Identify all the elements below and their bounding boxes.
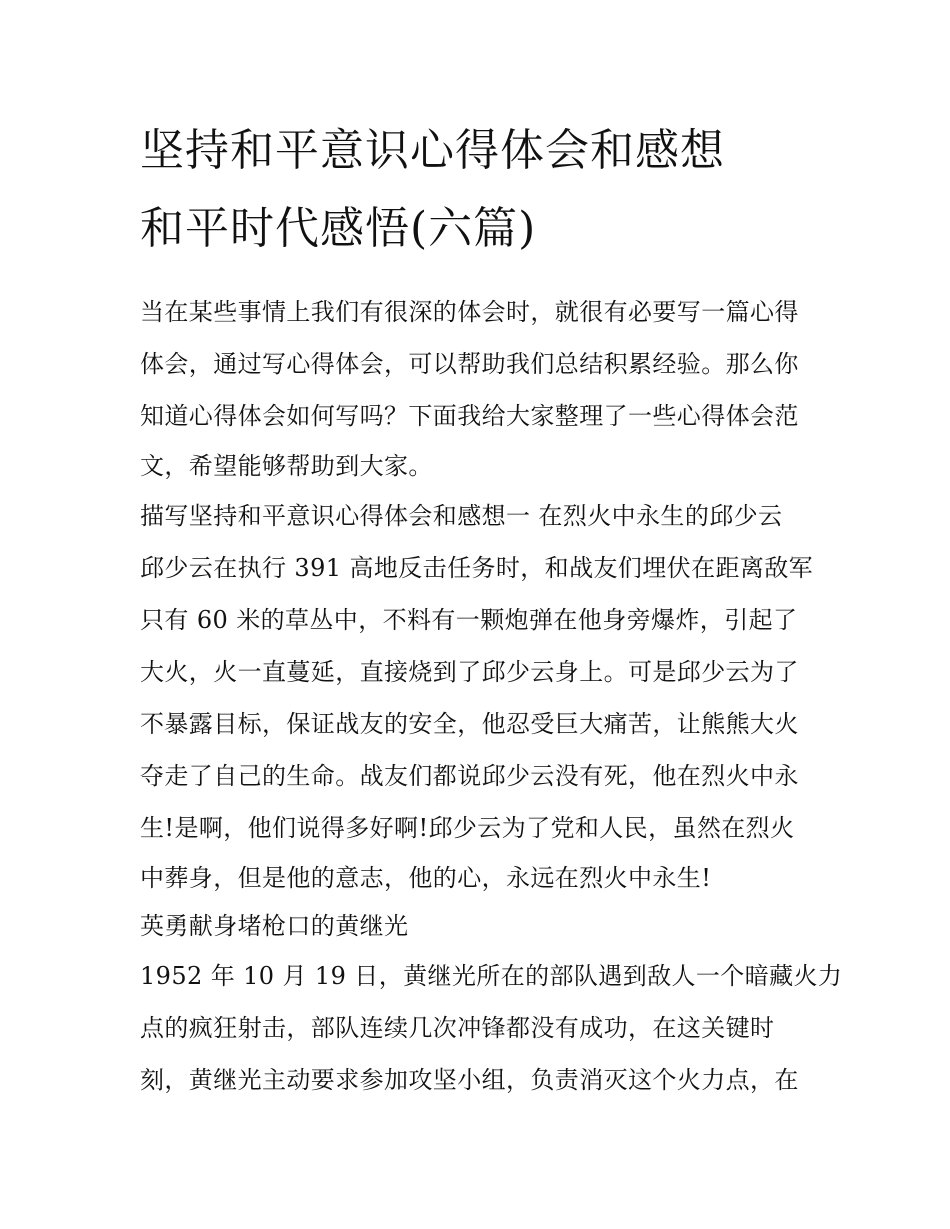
intro-paragraph-line: 体会，通过写心得体会，可以帮助我们总结积累经验。那么你 — [140, 350, 799, 378]
intro-paragraph-line: 文，希望能够帮助到大家。 — [140, 452, 433, 480]
document-title — [140, 112, 820, 268]
story-paragraph-line: 大火，火一直蔓延，直接烧到了邱少云身上。可是邱少云为了 — [140, 658, 799, 686]
story-paragraph-line: 1952 年 10 月 19 日，黄继光所在的部队遇到敌人一个暗藏火力 — [140, 962, 843, 990]
title-line-2: 和平时代感悟(六篇) — [140, 203, 537, 254]
story-paragraph-line: 夺走了自己的生命。战友们都说邱少云没有死，他在烈火中永 — [140, 762, 799, 790]
intro-paragraph-line: 知道心得体会如何写吗？下面我给大家整理了一些心得体会范 — [140, 402, 799, 430]
story-paragraph-line: 刻，黄继光主动要求参加攻坚小组，负责消灭这个火力点，在 — [140, 1066, 799, 1094]
story-paragraph-line: 不暴露目标，保证战友的安全，他忍受巨大痛苦，让熊熊大火 — [140, 710, 799, 738]
story-paragraph-line: 生!是啊，他们说得多好啊!邱少云为了党和人民，虽然在烈火 — [140, 814, 795, 842]
subheading-line: 英勇献身堵枪口的黄继光 — [140, 912, 409, 940]
story-paragraph-line: 只有 60 米的草丛中，不料有一颗炮弹在他身旁爆炸，引起了 — [140, 606, 798, 634]
document-body — [140, 286, 843, 1106]
intro-paragraph-line: 当在某些事情上我们有很深的体会时，就很有必要写一篇心得 — [140, 298, 799, 326]
document-page — [140, 112, 843, 1106]
title-line-1: 坚持和平意识心得体会和感想 — [140, 125, 725, 176]
story-paragraph-line: 邱少云在执行 391 高地反击任务时，和战友们埋伏在距离敌军 — [140, 554, 814, 582]
story-paragraph-line: 中葬身，但是他的意志，他的心，永远在烈火中永生! — [140, 864, 712, 892]
story-paragraph-line: 点的疯狂射击，部队连续几次冲锋都没有成功，在这关键时 — [140, 1014, 775, 1042]
section-heading-line: 描写坚持和平意识心得体会和感想一 在烈火中永生的邱少云 — [140, 502, 783, 530]
